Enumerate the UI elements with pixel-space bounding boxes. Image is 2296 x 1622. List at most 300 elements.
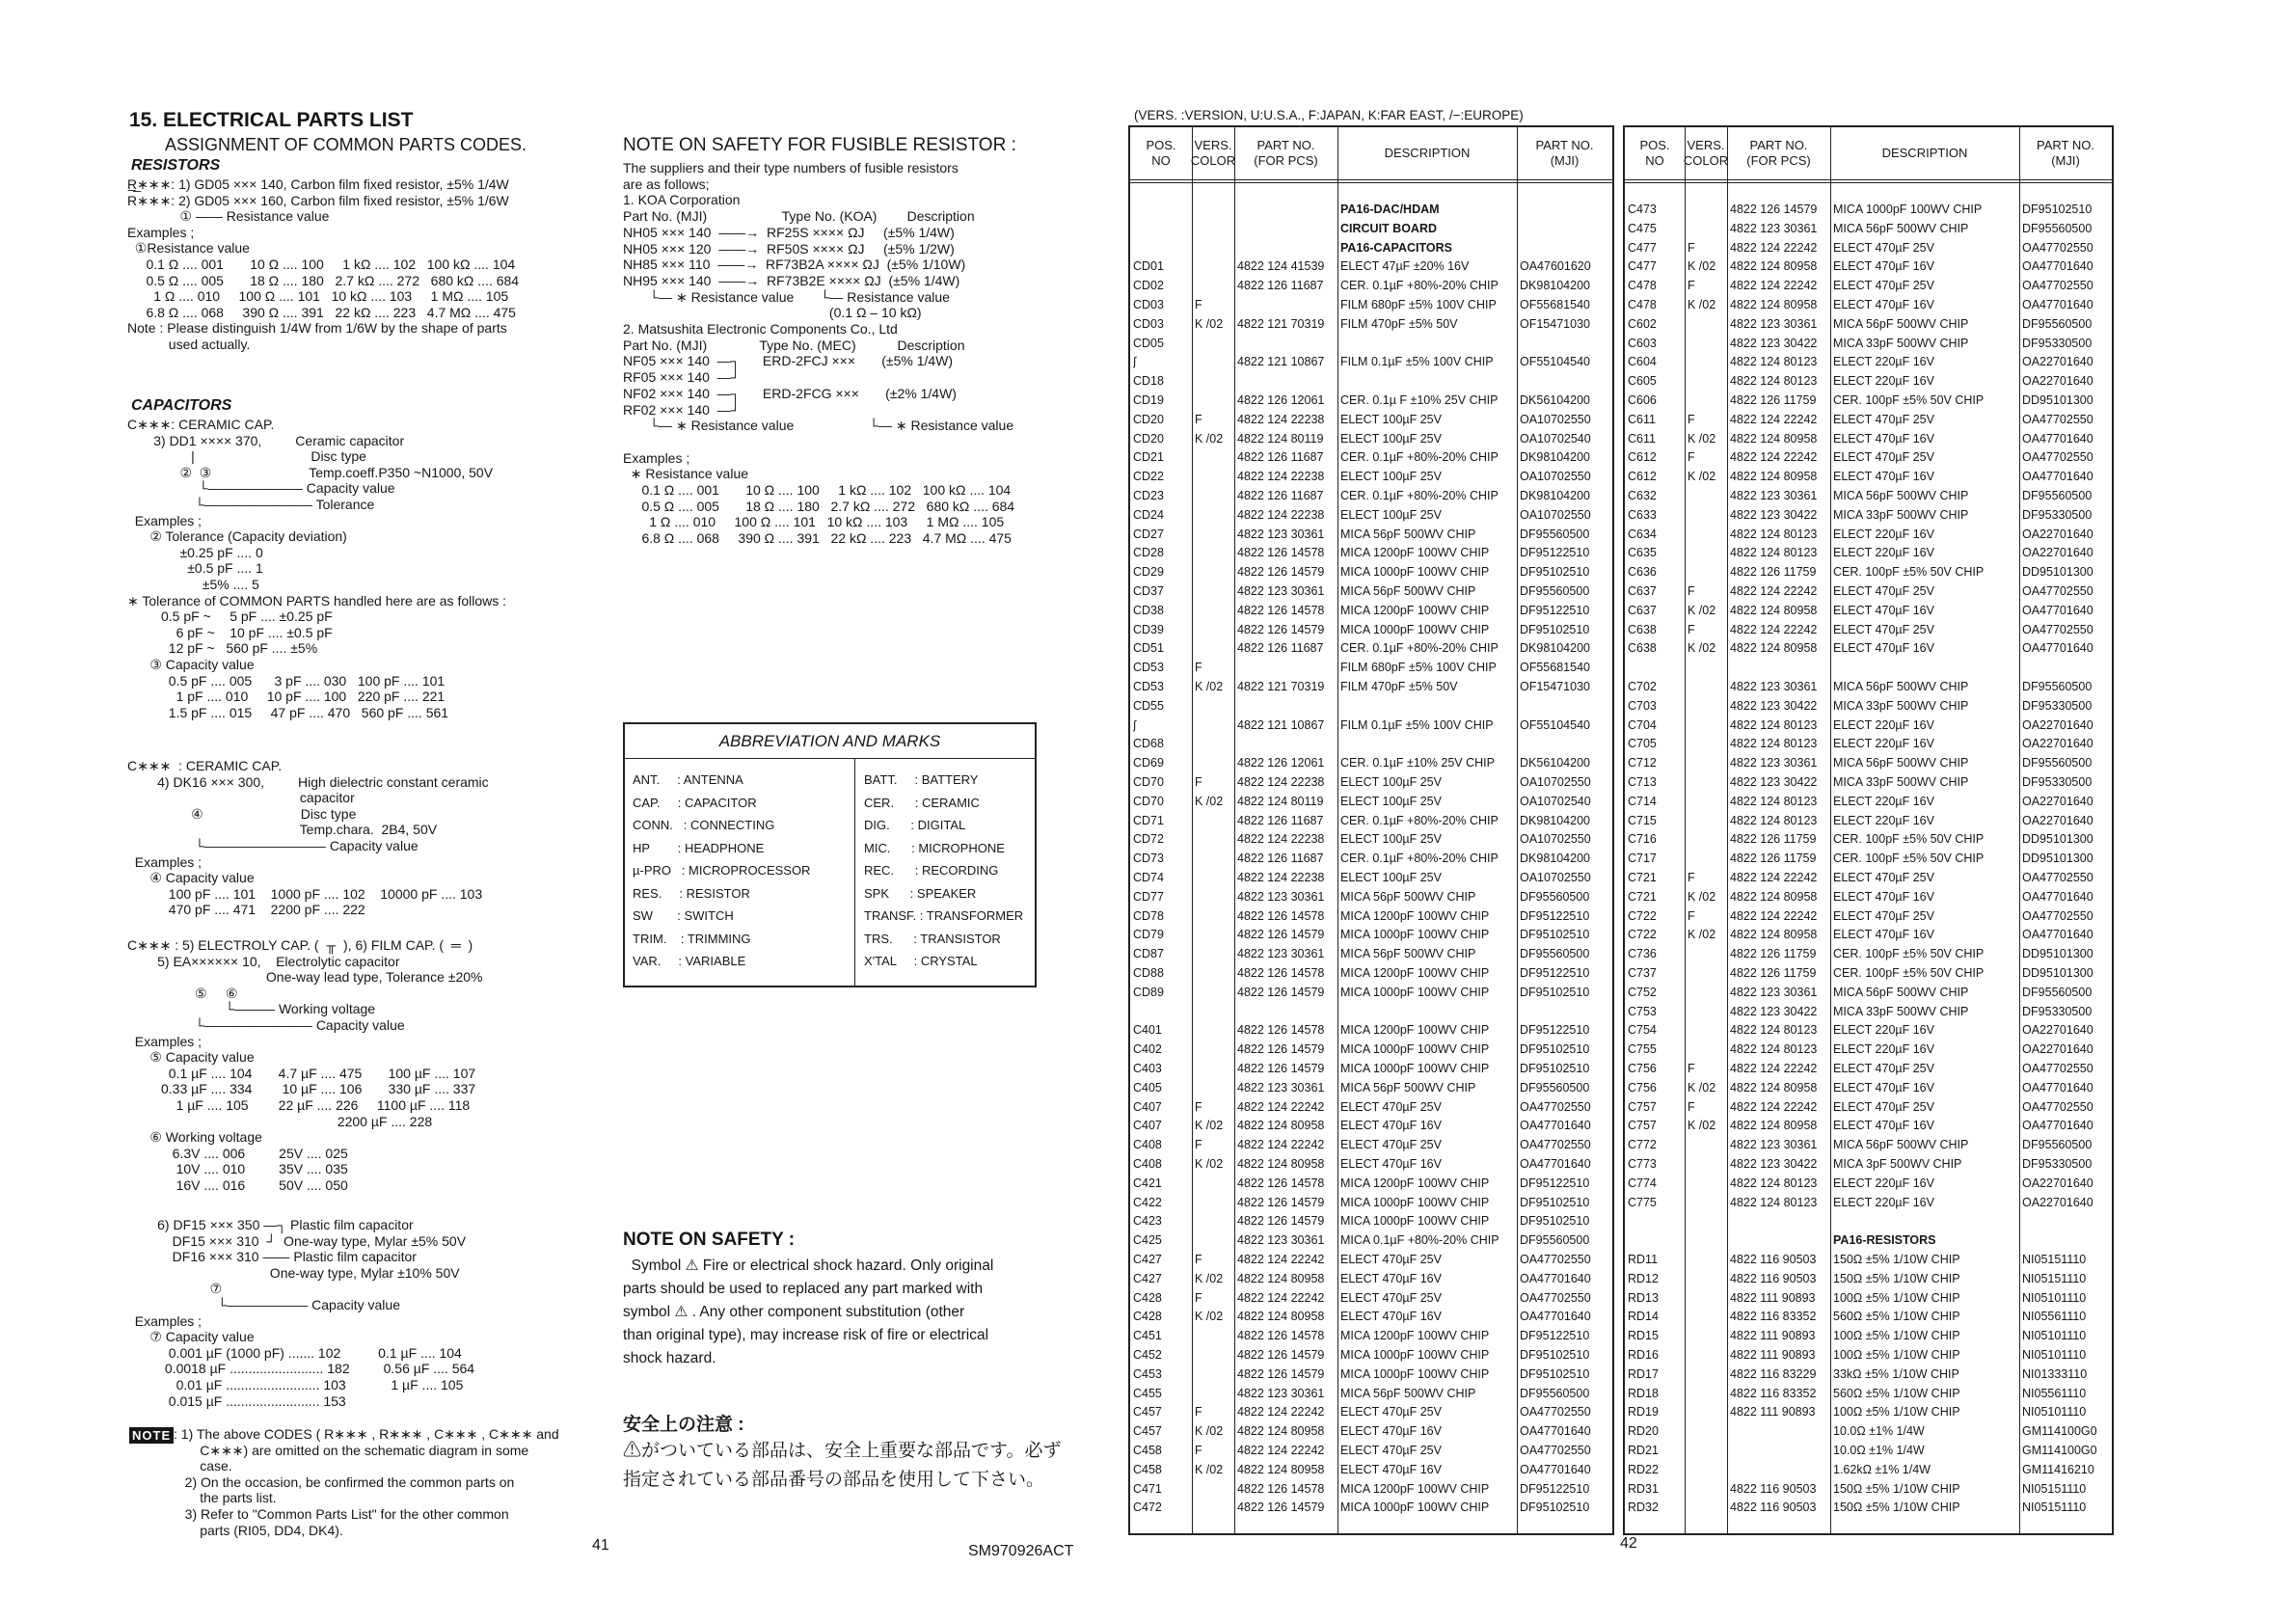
table-cell: OA47701640 xyxy=(2022,259,2093,274)
table-cell: NI05151110 xyxy=(2022,1481,2087,1496)
table-cell: 4822 123 30361 xyxy=(1730,756,1818,770)
table-cell: 4822 126 14578 xyxy=(1237,603,1325,617)
table-cell: DF95102510 xyxy=(1520,565,1590,580)
abbreviation-item: X'TAL : CRYSTAL xyxy=(864,954,978,968)
text-line: ±0.25 pF .... 0 xyxy=(127,544,263,560)
table-cell: C421 xyxy=(1133,1176,1162,1190)
table-cell: 4822 124 80958 xyxy=(1730,259,1818,274)
table-cell: MICA 1000pF 100WV CHIP xyxy=(1340,1214,1490,1229)
table-cell: 4822 124 80958 xyxy=(1237,1119,1325,1133)
table-cell: NI05101110 xyxy=(2022,1290,2087,1305)
table-cell: CD02 xyxy=(1133,279,1164,293)
text-line: parts (RI05, DD4, DK4). xyxy=(174,1522,343,1538)
text-line: case. xyxy=(174,1458,232,1474)
table-cell: 4822 116 90503 xyxy=(1730,1481,1817,1496)
table-cell: MICA 33pF 500WV CHIP xyxy=(1833,698,1969,713)
table-row xyxy=(1130,1060,1612,1079)
table-cell: DF95560500 xyxy=(2022,756,2093,770)
table-cell: FILM 0.1µF ±5% 100V CHIP xyxy=(1340,355,1494,369)
table-cell: NI05101110 xyxy=(2022,1348,2087,1362)
table-row xyxy=(1130,984,1612,1003)
text-line: NH85 ××× 110 ——→ RF73B2A ×××× ΩJ (±5% 1/10W) xyxy=(623,257,966,273)
table-cell: CD29 xyxy=(1133,565,1164,580)
text-line: ⑤ ⑥ xyxy=(127,985,238,1001)
table-row xyxy=(1130,602,1612,621)
text-line: └——— Working voltage xyxy=(127,1001,376,1017)
table-cell: CD38 xyxy=(1133,603,1164,617)
table-cell: CD87 xyxy=(1133,947,1164,961)
table-cell: CER. 0.1µF +80%-20% CHIP xyxy=(1340,641,1499,656)
table-cell: ELECT 470µF 16V xyxy=(1340,1157,1442,1171)
table-cell: MICA 56pF 500WV CHIP xyxy=(1833,680,1969,693)
table-cell: F xyxy=(1195,1405,1202,1419)
table-cell: C612 xyxy=(1628,450,1657,465)
table-cell: RD18 xyxy=(1628,1386,1659,1400)
table-cell: 4822 124 80123 xyxy=(1730,355,1818,369)
table-row xyxy=(1130,945,1612,964)
table-cell: RD19 xyxy=(1628,1405,1659,1419)
table-cell: MICA 1200pF 100WV CHIP xyxy=(1340,546,1490,560)
table-cell: F xyxy=(1195,775,1202,789)
table-cell: C611 xyxy=(1628,412,1656,426)
table-cell: 4822 126 14579 xyxy=(1237,1195,1325,1209)
table-cell: OA47701640 xyxy=(2022,1119,2093,1133)
table-row xyxy=(1130,754,1612,773)
table-cell: 4822 126 14579 xyxy=(1237,622,1325,636)
table-row xyxy=(1625,621,2112,640)
table-cell: ELECT 470µF 25V xyxy=(1340,1099,1442,1114)
text-line: 6) DF15 ××× 350 —┐ Plastic film capacitor xyxy=(127,1217,414,1232)
table-cell: C705 xyxy=(1628,737,1657,751)
text-line: ⑥ Working voltage xyxy=(127,1129,262,1146)
text-line: Part No. (MJI) Type No. (MEC) Description xyxy=(623,337,965,353)
note-text xyxy=(174,1426,598,1552)
table-cell: ELECT 470µF 25V xyxy=(1833,279,1934,293)
table-cell: F xyxy=(1195,661,1202,675)
table-cell: 4822 126 11687 xyxy=(1237,279,1324,293)
fusible-title: NOTE ON SAFETY FOR FUSIBLE RESISTOR : xyxy=(623,135,1016,155)
text-line: └— ∗ Resistance value └— Resistance value xyxy=(623,288,950,305)
text-line: 0.01 µF ......................... 103 1 µF .... 105 xyxy=(127,1377,464,1392)
table-row xyxy=(1130,850,1612,869)
table-cell: 4822 116 90503 xyxy=(1730,1500,1817,1515)
table-cell: RD15 xyxy=(1628,1329,1659,1343)
table-cell: C722 xyxy=(1628,928,1657,942)
table-cell: ELECT 100µF 25V xyxy=(1340,832,1442,847)
abbreviation-item: SW : SWITCH xyxy=(633,908,734,923)
abbreviation-item: ANT. : ANTENNA xyxy=(633,772,743,787)
table-cell: F xyxy=(1195,1253,1202,1266)
table-cell: CD53 xyxy=(1133,661,1164,675)
table-cell: 4822 124 80958 xyxy=(1237,1157,1325,1171)
table-cell: C422 xyxy=(1133,1195,1162,1209)
table-cell: 4822 124 80123 xyxy=(1730,813,1818,827)
table-cell: CD70 xyxy=(1133,794,1164,808)
table-cell: 4822 111 90893 xyxy=(1730,1405,1816,1419)
text-line: C∗∗∗: CERAMIC CAP. xyxy=(127,417,275,432)
table-cell: CD77 xyxy=(1133,889,1164,904)
table-cell: 4822 124 80958 xyxy=(1237,1424,1325,1439)
table-cell: C428 xyxy=(1133,1310,1162,1324)
ceramic-cap2-codes xyxy=(127,758,581,932)
table-cell: DF95560500 xyxy=(1520,947,1590,961)
abbreviation-item: CONN. : CONNECTING xyxy=(633,818,775,832)
table-cell: F xyxy=(1688,908,1695,923)
abbreviation-item: TRANSF. : TRANSFORMER xyxy=(864,908,1024,923)
table-cell: F xyxy=(1195,298,1202,311)
table-cell: 150Ω ±5% 1/10W CHIP xyxy=(1833,1253,1960,1266)
table-cell: C634 xyxy=(1628,527,1657,541)
table-cell: OA47702550 xyxy=(2022,871,2093,884)
table-cell: DF95122510 xyxy=(1520,603,1590,617)
table-cell: 4822 116 90503 xyxy=(1730,1253,1817,1266)
table-cell: CER. 100pF ±5% 50V CHIP xyxy=(1833,832,1985,847)
table-cell: ELECT 470µF 25V xyxy=(1833,622,1934,636)
table-cell: C717 xyxy=(1628,852,1657,866)
table-row xyxy=(1625,754,2112,773)
table-row xyxy=(1625,1212,2112,1231)
table-cell: 150Ω ±5% 1/10W CHIP xyxy=(1833,1271,1960,1285)
page-number-left: 41 xyxy=(592,1537,609,1554)
table-row xyxy=(1130,392,1612,411)
table-cell: 4822 111 90893 xyxy=(1730,1329,1816,1343)
table-cell: DF95330500 xyxy=(2022,698,2093,713)
table-cell: CD03 xyxy=(1133,316,1164,331)
text-line: 指定されている部品番号の部品を使用して下さい。 xyxy=(623,1470,1045,1490)
table-cell: OA22701640 xyxy=(2022,1042,2093,1057)
table-cell: 10.0Ω ±1% 1/4W xyxy=(1833,1424,1925,1439)
table-cell: MICA 1000pF 100WV CHIP xyxy=(1340,1062,1490,1075)
text-line: └——————— Capacity value xyxy=(127,480,395,497)
table-cell: MICA 56pF 500WV CHIP xyxy=(1340,947,1476,961)
table-cell: NI01333110 xyxy=(2022,1366,2088,1381)
table-row xyxy=(1625,430,2112,449)
table-row xyxy=(1625,1499,2112,1518)
table-cell: PA16-DAC/HDAM xyxy=(1340,203,1440,216)
table-cell: MICA 56pF 500WV CHIP xyxy=(1833,985,1969,999)
table-cell: OF15471030 xyxy=(1520,680,1590,693)
table-cell: OA47701640 xyxy=(1520,1462,1591,1476)
table-cell: C713 xyxy=(1628,775,1657,789)
text-line: R∗∗∗: 2) GD05 ××× 160, Carbon film fixed resistor, ±5% 1/6W xyxy=(127,192,509,208)
table-cell: DD95101300 xyxy=(2022,393,2093,407)
table-row xyxy=(1130,468,1612,487)
table-cell: OA47701640 xyxy=(2022,1080,2093,1095)
table-cell: DK98104200 xyxy=(1520,489,1590,502)
table-cell: OA10702550 xyxy=(1520,507,1591,522)
table-cell: 4822 126 14579 xyxy=(1237,565,1325,580)
table-cell: 4822 124 22242 xyxy=(1730,908,1818,923)
table-row xyxy=(1625,315,2112,335)
table-cell: MICA 1200pF 100WV CHIP xyxy=(1340,908,1490,923)
table-cell: OA47701640 xyxy=(2022,603,2093,617)
table-cell: ELECT 220µF 16V xyxy=(1833,717,1934,732)
table-cell: MICA 56pF 500WV CHIP xyxy=(1340,584,1476,598)
table-cell: ELECT 470µF 16V xyxy=(1340,1271,1442,1285)
table-cell: F xyxy=(1688,1062,1695,1075)
table-cell: OA47702550 xyxy=(2022,584,2093,598)
table-row xyxy=(1625,277,2112,296)
table-cell: C638 xyxy=(1628,641,1657,656)
table-row xyxy=(1130,335,1612,354)
table-row xyxy=(1625,659,2112,678)
table-cell: C774 xyxy=(1628,1176,1657,1190)
table-cell: DF95102510 xyxy=(1520,1214,1590,1229)
table-cell: 100Ω ±5% 1/10W CHIP xyxy=(1833,1290,1960,1305)
table-row xyxy=(1625,544,2112,563)
table-cell: ELECT 470µF 16V xyxy=(1833,928,1934,942)
table-cell: C408 xyxy=(1133,1138,1162,1152)
table-cell: CD69 xyxy=(1133,756,1164,770)
table-cell: ELECT 470µF 16V xyxy=(1833,889,1934,904)
table-cell: 4822 126 14579 xyxy=(1237,1042,1325,1057)
table-row xyxy=(1625,1231,2112,1251)
table-cell: ELECT 470µF 25V xyxy=(1340,1444,1442,1457)
table-cell: DF95102510 xyxy=(2022,203,2093,216)
table-row xyxy=(1130,1442,1612,1461)
table-cell: ELECT 470µF 16V xyxy=(1340,1310,1442,1324)
table-cell: 4822 123 30361 xyxy=(1730,489,1818,502)
table-cell: K /02 xyxy=(1195,1424,1224,1439)
table-cell: 4822 123 30422 xyxy=(1730,1004,1818,1018)
table-row xyxy=(1130,277,1612,296)
table-cell: 4822 111 90893 xyxy=(1730,1290,1816,1305)
abbreviation-item: BATT. : BATTERY xyxy=(864,772,979,787)
table-cell: DK98104200 xyxy=(1520,813,1590,827)
table-cell: OA47701640 xyxy=(2022,470,2093,484)
table-cell: 4822 126 11687 xyxy=(1237,813,1324,827)
table-row xyxy=(1130,678,1612,697)
table-cell: C425 xyxy=(1133,1233,1162,1248)
table-row xyxy=(1625,372,2112,392)
table-row xyxy=(1625,526,2112,545)
table-cell: MICA 56pF 500WV CHIP xyxy=(1340,1386,1476,1400)
table-cell: OA22701640 xyxy=(2022,1023,2093,1038)
table-cell: C427 xyxy=(1133,1253,1162,1266)
table-row xyxy=(1130,1499,1612,1518)
table-cell: 4822 124 80958 xyxy=(1730,603,1818,617)
table-cell: DF95102510 xyxy=(1520,1348,1590,1362)
text-line: Examples ; xyxy=(127,853,203,870)
text-line: ② Tolerance (Capacity deviation) xyxy=(127,528,347,545)
table-cell: C478 xyxy=(1628,298,1657,311)
column-header: PART NO. (FOR PCS) xyxy=(1254,138,1318,168)
table-cell: CER. 0.1µ F ±10% 25V CHIP xyxy=(1340,393,1499,407)
table-cell: OA22701640 xyxy=(2022,717,2093,732)
table-cell: CD24 xyxy=(1133,507,1164,522)
safety-title: NOTE ON SAFETY : xyxy=(623,1230,796,1250)
text-line: └———————— Capacity value xyxy=(127,1017,405,1033)
table-cell: 4822 124 80123 xyxy=(1730,1195,1818,1209)
table-cell: 4822 124 22242 xyxy=(1237,1405,1325,1419)
table-cell: CD74 xyxy=(1133,871,1164,884)
table-cell: DF95102510 xyxy=(1520,985,1590,999)
table-cell: DF95122510 xyxy=(1520,1481,1590,1496)
table-cell: OA47701640 xyxy=(1520,1310,1591,1324)
table-cell: 4822 123 30361 xyxy=(1237,889,1325,904)
table-cell: ELECT 220µF 16V xyxy=(1833,737,1934,751)
table-cell: ELECT 100µF 25V xyxy=(1340,507,1442,522)
table-cell: C408 xyxy=(1133,1157,1162,1171)
table-cell: K /02 xyxy=(1688,928,1716,942)
table-cell: 4822 124 80958 xyxy=(1730,641,1818,656)
table-cell: RD11 xyxy=(1628,1253,1659,1266)
text-line: NF05 ××× 140 —┐ ERD-2FCJ ××× (±5% 1/4W) xyxy=(623,353,954,369)
text-line: C∗∗∗ : 5) ELECTROLY CAP. ( ╥ ), 6) FILM CAP. ( ═ ) xyxy=(127,937,473,953)
table-row xyxy=(1130,1021,1612,1041)
table-row xyxy=(1625,353,2112,372)
table-cell: DK98104200 xyxy=(1520,279,1590,293)
electrolytic-cap-codes xyxy=(127,937,590,1207)
table-cell: DF95122510 xyxy=(1520,1329,1590,1343)
column-header: DESCRIPTION xyxy=(1384,146,1471,160)
table-cell: CD71 xyxy=(1133,813,1164,827)
table-cell: C407 xyxy=(1133,1099,1162,1114)
parts-table-left xyxy=(1128,125,1614,1535)
text-line: 1 pF .... 010 10 pF .... 100 220 pF .... 221 xyxy=(127,689,446,705)
table-row xyxy=(1130,430,1612,449)
table-row xyxy=(1130,888,1612,907)
table-cell: ∫ xyxy=(1133,717,1137,732)
table-row xyxy=(1625,392,2112,411)
table-cell: DD95101300 xyxy=(2022,852,2093,866)
table-cell: C754 xyxy=(1628,1023,1657,1038)
table-row xyxy=(1625,964,2112,984)
table-row xyxy=(1130,411,1612,430)
text-line: └————————— Capacity value xyxy=(127,838,419,853)
table-row xyxy=(1625,1365,2112,1385)
table-cell: FILM 680pF ±5% 100V CHIP xyxy=(1340,661,1497,675)
table-cell: MICA 1000pF 100WV CHIP xyxy=(1340,1366,1490,1381)
table-cell: MICA 33pF 500WV CHIP xyxy=(1833,507,1969,522)
text-line: One-way lead type, Tolerance ±20% xyxy=(127,969,483,986)
table-row xyxy=(1130,506,1612,526)
table-cell: CER. 0.1µF +80%-20% CHIP xyxy=(1340,852,1499,866)
table-cell: 4822 123 30422 xyxy=(1730,1157,1818,1171)
table-cell: 100Ω ±5% 1/10W CHIP xyxy=(1833,1405,1960,1419)
table-cell: C428 xyxy=(1133,1290,1162,1305)
table-cell: 4822 123 30361 xyxy=(1237,1080,1325,1095)
table-cell: OA47702550 xyxy=(2022,622,2093,636)
table-row xyxy=(1625,487,2112,506)
table-cell: MICA 3pF 500WV CHIP xyxy=(1833,1157,1962,1171)
table-cell: DF95560500 xyxy=(1520,1386,1590,1400)
table-cell: RD20 xyxy=(1628,1424,1659,1439)
text-line: 6 pF ~ 10 pF .... ±0.5 pF xyxy=(127,624,333,640)
table-cell: ELECT 470µF 16V xyxy=(1833,431,1934,446)
abbreviation-right-column xyxy=(864,769,1023,973)
table-cell: 4822 124 80958 xyxy=(1730,1080,1818,1095)
table-cell: 4822 126 14579 xyxy=(1237,1214,1325,1229)
column-header: PART NO. (MJI) xyxy=(1535,138,1594,168)
section-subtitle: ASSIGNMENT OF COMMON PARTS CODES. xyxy=(165,135,527,154)
table-cell: MICA 1000pF 100WV CHIP xyxy=(1340,1042,1490,1057)
abbreviation-item: HP : HEADPHONE xyxy=(633,840,765,855)
table-cell: C452 xyxy=(1133,1348,1162,1362)
table-cell: C471 xyxy=(1133,1481,1162,1496)
table-cell: 4822 121 70319 xyxy=(1237,680,1325,693)
text-line: ①Resistance value xyxy=(127,240,250,257)
table-row xyxy=(1625,1021,2112,1041)
table-cell: K /02 xyxy=(1195,431,1224,446)
text-line: 6.8 Ω .... 068 390 Ω .... 391 22 kΩ .... 223 4.7 MΩ .... 475 xyxy=(623,530,1012,547)
table-cell: ELECT 470µF 16V xyxy=(1340,1119,1442,1133)
table-cell: C712 xyxy=(1628,756,1657,770)
table-cell: F xyxy=(1688,1099,1695,1114)
table-cell: F xyxy=(1195,1444,1202,1457)
table-cell: CER. 100pF ±5% 50V CHIP xyxy=(1833,947,1985,961)
text-line: └—————— Capacity value xyxy=(127,1297,400,1312)
text-line: 1 Ω .... 010 100 Ω .... 101 10 kΩ .... 103 1 MΩ .... 105 xyxy=(623,514,1005,530)
table-cell: DF95330500 xyxy=(2022,336,2093,350)
table-cell: 4822 124 80123 xyxy=(1730,794,1818,808)
table-row xyxy=(1625,239,2112,258)
table-row xyxy=(1130,1175,1612,1194)
table-cell: C704 xyxy=(1628,717,1657,732)
table-cell: OA47702550 xyxy=(2022,279,2093,293)
table-row xyxy=(1130,659,1612,678)
table-cell: ELECT 470µF 16V xyxy=(1833,641,1934,656)
table-cell: 4822 123 30361 xyxy=(1730,985,1818,999)
table-cell: K /02 xyxy=(1195,794,1224,808)
table-cell: CD55 xyxy=(1133,698,1164,713)
table-row xyxy=(1130,1346,1612,1365)
table-cell: 4822 124 41539 xyxy=(1237,259,1325,274)
text-line: NH05 ××× 120 ——→ RF50S ×××× ΩJ (±5% 1/2W) xyxy=(623,240,955,257)
table-cell: K /02 xyxy=(1688,641,1716,656)
text-line: Temp.chara. 2B4, 50V xyxy=(127,822,438,838)
column-header: DESCRIPTION xyxy=(1881,146,1968,160)
table-cell: C473 xyxy=(1628,203,1657,216)
table-row xyxy=(1625,1403,2112,1422)
table-row xyxy=(1130,1098,1612,1118)
table-cell: CER. 100pF ±5% 50V CHIP xyxy=(1833,565,1985,580)
table-cell: K /02 xyxy=(1688,298,1716,311)
table-cell: ELECT 220µF 16V xyxy=(1833,527,1934,541)
text-line: ∗ Resistance value xyxy=(623,466,749,482)
table-cell: CD68 xyxy=(1133,737,1164,751)
table-row xyxy=(1130,812,1612,831)
table-row xyxy=(1625,1175,2112,1194)
table-cell: C423 xyxy=(1133,1214,1162,1229)
text-line: 3) Refer to "Common Parts List" for the other common xyxy=(174,1506,509,1522)
table-cell: ELECT 470µF 25V xyxy=(1340,1405,1442,1419)
table-cell: ELECT 470µF 25V xyxy=(1833,1062,1934,1075)
abbreviation-item: µ-PRO : MICROPROCESSOR xyxy=(633,863,811,878)
table-row xyxy=(1130,793,1612,812)
text-line: 1. KOA Corporation xyxy=(623,192,741,208)
text-line: DF16 ××× 310 —— Plastic film capacitor xyxy=(127,1249,417,1265)
table-cell: MICA 56pF 500WV CHIP xyxy=(1833,316,1969,331)
table-row xyxy=(1625,735,2112,754)
table-cell: DK98104200 xyxy=(1520,852,1590,866)
text-line: 0.1 µF .... 104 4.7 µF .... 475 100 µF .... 107 xyxy=(127,1065,476,1081)
table-cell: 4822 126 11687 xyxy=(1237,852,1324,866)
text-line: 1.5 pF .... 015 47 pF .... 470 560 pF .... 561 xyxy=(127,704,449,720)
table-cell: 4822 124 80119 xyxy=(1237,794,1324,808)
table-cell: OA47701640 xyxy=(2022,298,2093,311)
table-cell: OF55681540 xyxy=(1520,661,1590,675)
table-cell: C458 xyxy=(1133,1444,1162,1457)
table-cell: C632 xyxy=(1628,489,1657,502)
table-cell: 1.62kΩ ±1% 1/4W xyxy=(1833,1462,1931,1476)
text-line: 2200 µF .... 228 xyxy=(127,1113,433,1129)
text-line: symbol ⚠ . Any other component substitution (other xyxy=(623,1304,965,1320)
table-cell: 4822 111 90893 xyxy=(1730,1348,1816,1362)
text-line: 0.001 µF (1000 pF) ....... 102 0.1 µF .... 104 xyxy=(127,1344,462,1361)
table-cell: ELECT 470µF 25V xyxy=(1340,1138,1442,1152)
table-cell: 4822 124 80123 xyxy=(1730,546,1818,560)
